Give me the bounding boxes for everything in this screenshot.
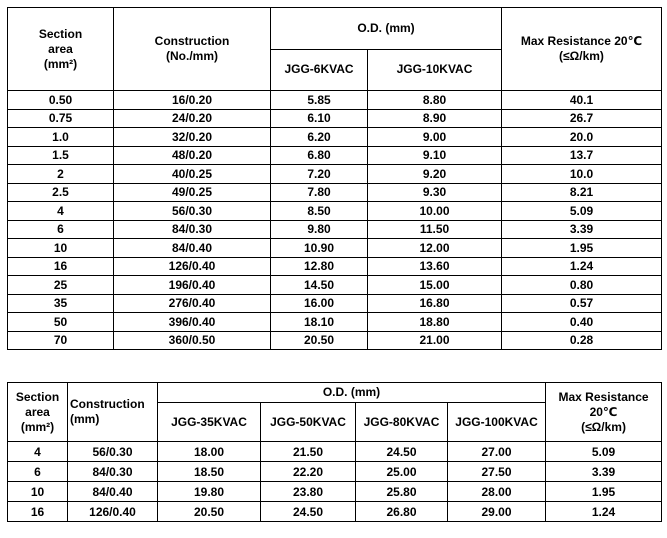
od-sub-header: JGG-80KVAC [356,403,448,442]
table-cell: 18.00 [158,442,261,462]
table-cell: 10.00 [368,202,502,221]
table-cell: 16/0.20 [114,91,271,110]
table-cell: 6.80 [271,146,368,165]
table-cell: 1.24 [502,257,662,276]
table-cell: 84/0.40 [114,239,271,258]
table-row [8,482,662,502]
table-cell: 27.50 [448,462,546,482]
table-cell: 40.1 [502,91,662,110]
table-cell: 9.00 [368,128,502,147]
table-cell: 15.00 [368,276,502,295]
table-row [8,202,662,221]
table-cell: 13.7 [502,146,662,165]
table-cell: 1.95 [546,482,662,502]
table-row [8,462,662,482]
table-cell: 56/0.30 [68,442,158,462]
table-cell: 1.24 [546,502,662,522]
table-cell: 11.50 [368,220,502,239]
table-cell: 9.10 [368,146,502,165]
table-row [8,239,662,258]
table-cell: 7.20 [271,165,368,184]
table-cell: 23.80 [261,482,356,502]
table-cell: 3.39 [546,462,662,482]
table-cell: 18.10 [271,313,368,332]
table-cell: 70 [8,331,114,350]
table-row [8,220,662,239]
table-cell: 0.75 [8,109,114,128]
cable-spec-table-2 [7,382,662,522]
od-header: O.D. (mm) [158,383,546,403]
table-cell: 1.95 [502,239,662,258]
table-cell: 9.80 [271,220,368,239]
table-cell: 196/0.40 [114,276,271,295]
table-cell: 18.50 [158,462,261,482]
table-cell: 6.20 [271,128,368,147]
table-cell: 28.00 [448,482,546,502]
section-area-header: Section area (mm²) [8,8,114,91]
table-cell: 5.09 [546,442,662,462]
table-cell: 21.00 [368,331,502,350]
max-resistance-header: Max Resistance 20℃ (≤Ω/km) [546,383,662,442]
table-cell: 24.50 [356,442,448,462]
od-header: O.D. (mm) [271,8,502,50]
max-resistance-header: Max Resistance 20℃ (≤Ω/km) [502,8,662,91]
table-cell: 32/0.20 [114,128,271,147]
table-cell: 126/0.40 [68,502,158,522]
table-cell: 84/0.30 [68,462,158,482]
table-cell: 0.57 [502,294,662,313]
construction-header: Construction (mm) [68,383,158,442]
table-row [8,442,662,462]
table-cell: 5.85 [271,91,368,110]
table-cell: 20.50 [271,331,368,350]
table-cell: 5.09 [502,202,662,221]
table-cell: 20.0 [502,128,662,147]
table-cell: 0.80 [502,276,662,295]
table-cell: 4 [8,202,114,221]
table-cell: 26.80 [356,502,448,522]
table-cell: 35 [8,294,114,313]
table-cell: 4 [8,442,68,462]
table-cell: 8.50 [271,202,368,221]
od-sub-header: JGG-50KVAC [261,403,356,442]
table-cell: 6 [8,220,114,239]
od-sub-header: JGG-6KVAC [271,49,368,91]
table-cell: 9.30 [368,183,502,202]
table-cell: 0.50 [8,91,114,110]
table-cell: 21.50 [261,442,356,462]
table-cell: 13.60 [368,257,502,276]
table-cell: 25.80 [356,482,448,502]
section-area-header: Section area (mm²) [8,383,68,442]
table-cell: 56/0.30 [114,202,271,221]
table-cell: 0.40 [502,313,662,332]
cable-spec-table-1 [7,7,662,350]
table-cell: 7.80 [271,183,368,202]
table-cell: 24/0.20 [114,109,271,128]
table-cell: 19.80 [158,482,261,502]
table-cell: 8.90 [368,109,502,128]
table-cell: 49/0.25 [114,183,271,202]
table-cell: 10 [8,239,114,258]
table-cell: 27.00 [448,442,546,462]
table-cell: 84/0.40 [68,482,158,502]
table-row [8,91,662,110]
table-row [8,276,662,295]
table-cell: 18.80 [368,313,502,332]
table-cell: 29.00 [448,502,546,522]
table-cell: 9.20 [368,165,502,184]
table-cell: 20.50 [158,502,261,522]
table-cell: 6.10 [271,109,368,128]
table-cell: 2 [8,165,114,184]
table-row [8,257,662,276]
table-row [8,165,662,184]
table-cell: 25.00 [356,462,448,482]
table-cell: 40/0.25 [114,165,271,184]
table-cell: 0.28 [502,331,662,350]
table-row [8,109,662,128]
table-cell: 26.7 [502,109,662,128]
construction-header: Construction (No./mm) [114,8,271,91]
table-cell: 84/0.30 [114,220,271,239]
table-cell: 16 [8,257,114,276]
table-cell: 10 [8,482,68,502]
table-cell: 12.00 [368,239,502,258]
od-sub-header: JGG-35KVAC [158,403,261,442]
table-cell: 1.0 [8,128,114,147]
table-row [8,146,662,165]
table-cell: 276/0.40 [114,294,271,313]
table-cell: 6 [8,462,68,482]
table-cell: 360/0.50 [114,331,271,350]
table-cell: 126/0.40 [114,257,271,276]
table-cell: 16 [8,502,68,522]
table-cell: 22.20 [261,462,356,482]
table-cell: 8.80 [368,91,502,110]
table-cell: 1.5 [8,146,114,165]
table-row [8,331,662,350]
table-row [8,294,662,313]
table-cell: 10.0 [502,165,662,184]
table-cell: 10.90 [271,239,368,258]
table-row [8,502,662,522]
table-cell: 3.39 [502,220,662,239]
od-sub-header: JGG-10KVAC [368,49,502,91]
table-cell: 48/0.20 [114,146,271,165]
table-cell: 12.80 [271,257,368,276]
table-cell: 396/0.40 [114,313,271,332]
table-row [8,128,662,147]
od-sub-header: JGG-100KVAC [448,403,546,442]
table-cell: 16.80 [368,294,502,313]
table-row [8,183,662,202]
table-cell: 16.00 [271,294,368,313]
table-cell: 8.21 [502,183,662,202]
table-cell: 14.50 [271,276,368,295]
table-cell: 24.50 [261,502,356,522]
table-cell: 2.5 [8,183,114,202]
table-cell: 25 [8,276,114,295]
table-cell: 50 [8,313,114,332]
table-row [8,313,662,332]
